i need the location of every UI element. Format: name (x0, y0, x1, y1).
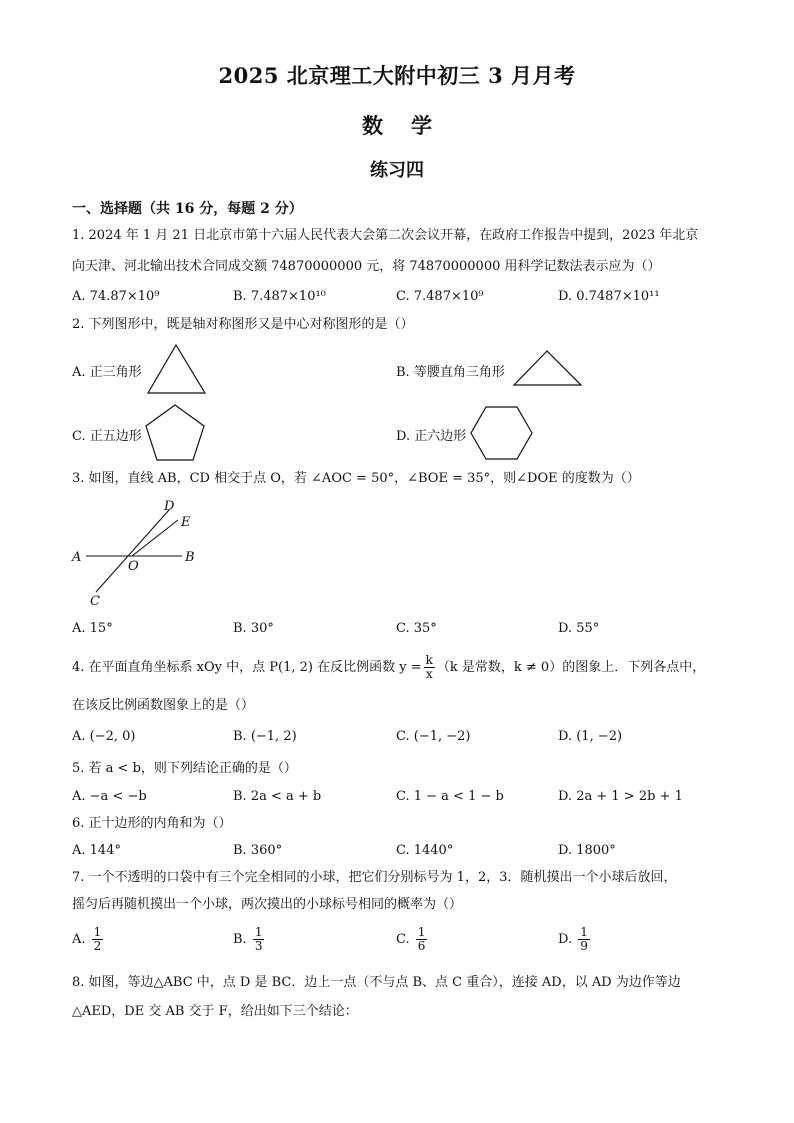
q7-line2: 摇匀后再随机摸出一个小球，两次摸出的小球标号相同的概率为（） (72, 897, 463, 912)
label-d: D (164, 499, 175, 514)
q6-option-c: C. 1440° (396, 843, 454, 858)
q4-fraction (424, 654, 435, 681)
q6-option-b: B. 360° (233, 843, 283, 858)
q4-line2: 在该反比例函数图象上的是（） (72, 698, 255, 713)
q7-option-a (72, 926, 105, 953)
q7-a-denominator: 2 (93, 939, 102, 953)
regular-pentagon-figure (143, 403, 207, 463)
q1-option-d: D. 0.7487×10¹¹ (558, 289, 660, 304)
q5-option-b: B. 2a < a + b (233, 789, 322, 804)
q6-option-a: A. 144° (72, 843, 121, 858)
q7-option-d-letter: D. (558, 932, 573, 947)
practice-heading: 练习四 (370, 160, 424, 181)
q4-line1 (72, 654, 732, 681)
q7-c-numerator: 1 (417, 925, 426, 939)
q1-line2: 向天津、河北输出技术合同成交额 74870000000 元，将 74870000000 用科学记数法表示应为（） (72, 259, 661, 274)
q5-question: 5. 若 a < b，则下列结论正确的是（） (72, 761, 297, 776)
q1-option-c: C. 7.487×10⁹ (396, 289, 484, 304)
intersecting-lines-figure (70, 498, 210, 610)
q7-option-d-fraction (578, 926, 590, 953)
q5-option-a: A. −a < −b (72, 789, 147, 804)
q3-question: 3. 如图，直线 AB，CD 相交于点 O，若 ∠AOC = 50°，∠BOE = 35°，则∠DOE 的度数为（） (72, 471, 640, 486)
q7-option-b (233, 926, 266, 953)
q4-option-b: B. (−1, 2) (233, 729, 297, 744)
q6-option-d: D. 1800° (558, 843, 616, 858)
label-o: O (128, 559, 139, 574)
q7-option-c-letter: C. (396, 932, 410, 947)
subject-heading: 数学 (362, 113, 460, 138)
q4-fraction-numerator: k (425, 653, 433, 667)
q2-option-b: B. 等腰直角三角形 (396, 365, 505, 380)
q5-option-c: C. 1 − a < 1 − b (396, 789, 504, 804)
label-b: B (185, 550, 195, 565)
q7-c-denominator: 6 (417, 939, 426, 953)
label-c: C (90, 594, 100, 609)
equilateral-triangle-figure (146, 343, 208, 395)
q2-option-a: A. 正三角形 (72, 365, 142, 380)
q7-b-denominator: 3 (254, 939, 263, 953)
q7-option-d (558, 926, 592, 953)
q7-b-numerator: 1 (254, 925, 263, 939)
q2-option-d: D. 正六边形 (396, 429, 467, 444)
q8-line1: 8. 如图，等边△ABC 中，点 D 是 BC．边上一点（不与点 B、点 C 重合），连接 AD，以 AD 为边作等边 (72, 975, 681, 990)
label-a: A (72, 550, 82, 565)
label-e: E (181, 515, 191, 530)
q7-option-c-fraction (416, 926, 428, 953)
q7-a-numerator: 1 (93, 925, 102, 939)
q7-option-c (396, 926, 429, 953)
q2-option-c: C. 正五边形 (72, 429, 142, 444)
q4-line1-start: 4. 在平面直角坐标系 xOy 中，点 P(1, 2) 在反比例函数 y = (72, 660, 422, 675)
q7-option-b-fraction (253, 926, 265, 953)
q1-line1: 1. 2024 年 1 月 21 日北京市第十六届人民代表大会第二次会议开幕，在政府工作报告中提到，2023 年北京 (72, 228, 699, 243)
q8-line2: △AED，DE 交 AB 交于 F，给出如下三个结论： (72, 1004, 358, 1019)
q3-option-b: B. 30° (233, 621, 274, 636)
q7-d-denominator: 9 (580, 939, 588, 953)
isosceles-right-triangle-figure (512, 349, 584, 389)
q4-line1-end: （k 是常数，k ≠ 0）的图象上．下列各点中， (436, 660, 706, 675)
q7-option-a-fraction (92, 926, 104, 953)
q3-option-a: A. 15° (72, 621, 113, 636)
q7-option-a-letter: A. (72, 932, 86, 947)
q3-option-c: C. 35° (396, 621, 437, 636)
q3-option-d: D. 55° (558, 621, 600, 636)
regular-hexagon-figure (470, 405, 534, 461)
exam-title: 2025 北京理工大附中初三 3 月月考 (218, 63, 576, 88)
q4-option-c: C. (−1, −2) (396, 729, 471, 744)
q1-option-a: A. 74.87×10⁹ (72, 289, 160, 304)
q1-option-b: B. 7.487×10¹⁰ (233, 289, 326, 304)
q4-fraction-denominator: x (425, 667, 433, 681)
q7-line1: 7. 一个不透明的口袋中有三个完全相同的小球，把它们分别标号为 1，2，3．随机摸出一个小球后放回， (72, 870, 677, 885)
q7-option-b-letter: B. (233, 932, 247, 947)
section-heading: 一、选择题（共 16 分，每题 2 分） (72, 201, 303, 217)
q5-option-d: D. 2a + 1 > 2b + 1 (558, 789, 683, 804)
q2-question: 2. 下列图形中，既是轴对称图形又是中心对称图形的是（） (72, 317, 414, 332)
q7-d-numerator: 1 (580, 925, 588, 939)
q6-question: 6. 正十边形的内角和为（） (72, 816, 232, 831)
q4-option-a: A. (−2, 0) (72, 729, 136, 744)
q4-option-d: D. (1, −2) (558, 729, 623, 744)
